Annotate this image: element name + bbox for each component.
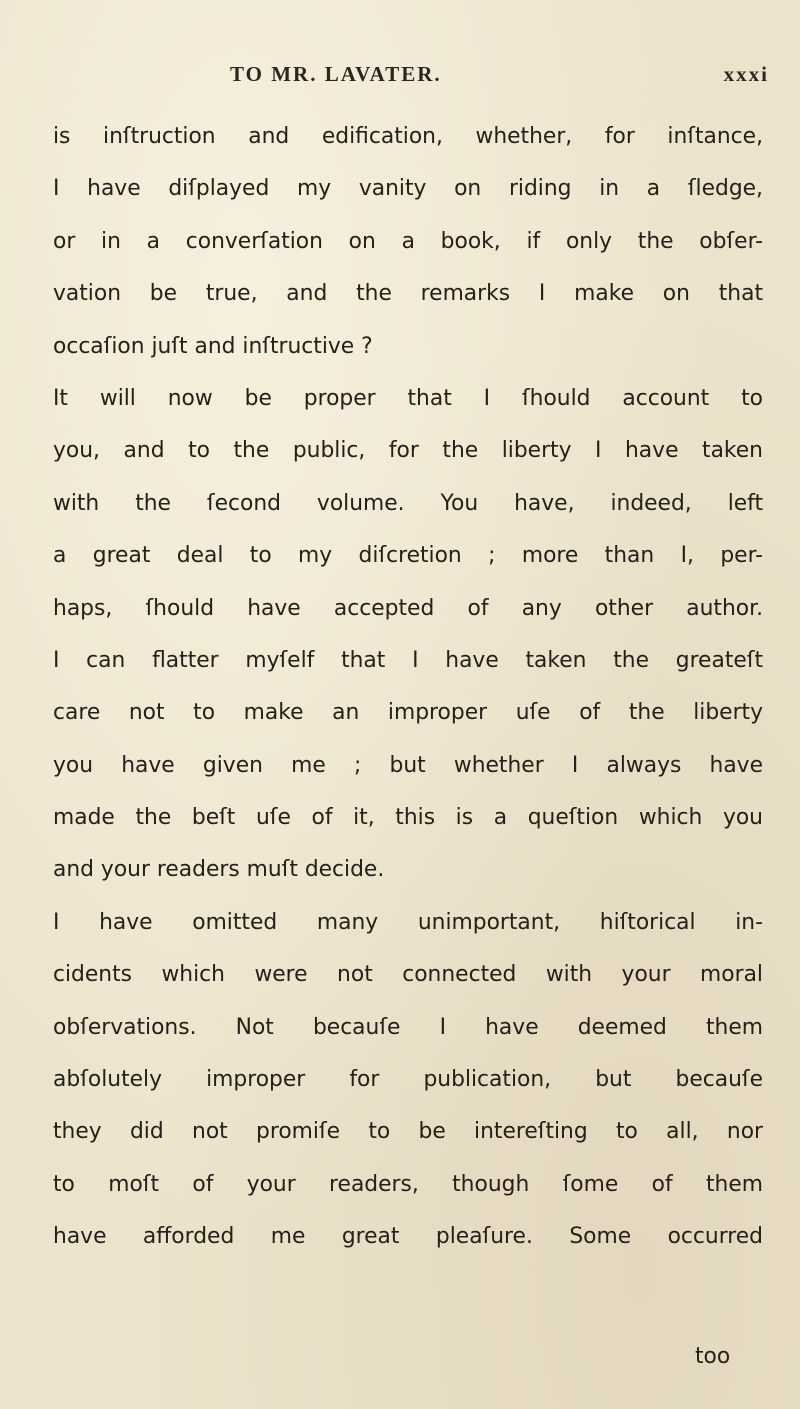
text-line: with the ſecond volume. You have, indeed, left <box>53 490 763 516</box>
text-line: to moſt of your readers, though ſome of them <box>53 1171 763 1197</box>
page-number: xxxi <box>723 62 769 86</box>
text-line: obſervations. Not becauſe I have deemed them <box>53 1014 763 1040</box>
catchword: too <box>695 1344 731 1369</box>
text-line: vation be true, and the remarks I make on that <box>53 281 763 307</box>
text-line: abſolutely improper for publication, but becauſe <box>53 1067 763 1093</box>
page-header <box>55 62 775 92</box>
text-line: haps, ſhould have accepted of any other author. <box>53 595 763 621</box>
text-line: made the beſt uſe of it, this is a queſtion which you <box>53 805 763 831</box>
text-line: have afforded me great pleaſure. Some occurred <box>53 1224 763 1250</box>
text-line: a great deal to my diſcretion ; more than I, per- <box>53 543 763 569</box>
text-line: or in a converſation on a book, if only the obſer- <box>53 228 763 254</box>
text-line: I have diſplayed my vanity on riding in a ſledge, <box>53 176 763 202</box>
text-line: they did not promiſe to be intereſting to all, nor <box>53 1119 763 1145</box>
running-head: TO MR. LAVATER. <box>230 62 442 86</box>
text-line: occaſion juſt and inſtructive ? <box>53 333 373 359</box>
body-text <box>53 111 763 1264</box>
text-line: and your readers muſt decide. <box>53 857 385 883</box>
text-line: It will now be proper that I ſhould account to <box>53 385 763 411</box>
text-line: care not to make an improper uſe of the liberty <box>53 700 763 726</box>
text-line: I have omitted many unimportant, hiſtorical in- <box>53 909 763 935</box>
text-line: is inſtruction and edification, whether, for inſtance, <box>53 124 763 149</box>
text-line: you have given me ; but whether I always have <box>53 752 763 778</box>
text-line: you, and to the public, for the liberty I have taken <box>53 438 763 464</box>
text-line: cidents which were not connected with your moral <box>53 962 763 988</box>
text-line: I can flatter myſelf that I have taken the greateſt <box>53 647 763 673</box>
